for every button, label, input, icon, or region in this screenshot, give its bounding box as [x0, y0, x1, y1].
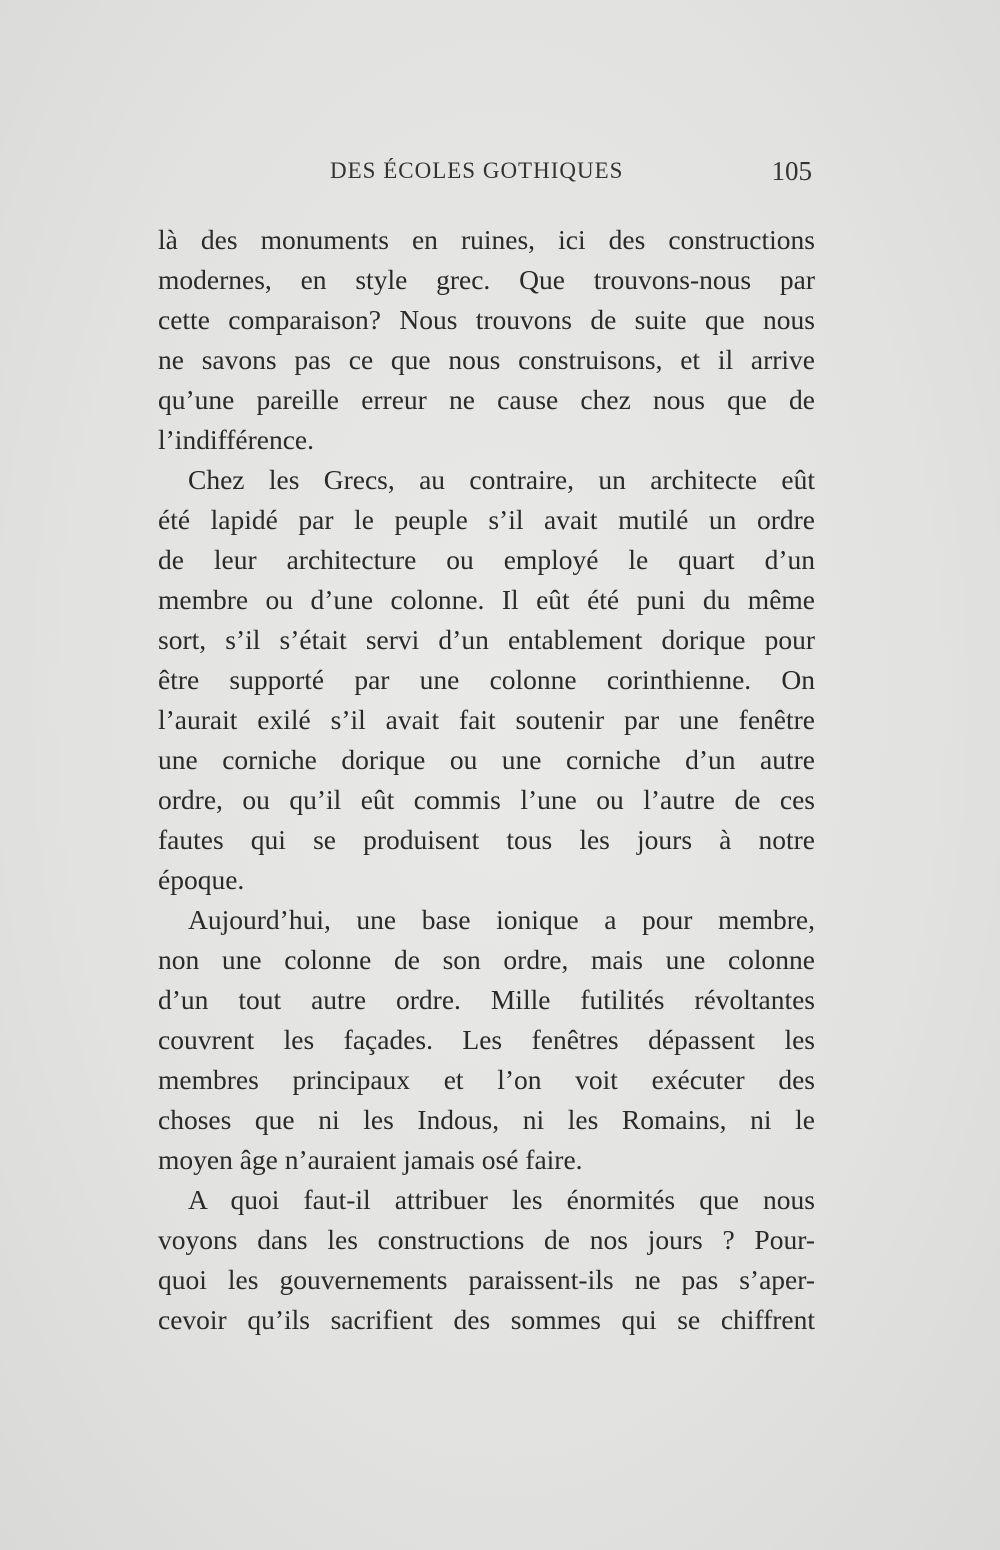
- text-line-content: l’indifférence.: [158, 424, 315, 455]
- text-line: [158, 580, 815, 620]
- page-number: 105: [771, 156, 812, 186]
- text-line-content: de leur architecture ou employé le quart d’un: [158, 544, 815, 575]
- text-line-content: ne savons pas ce que nous construisons, et il arrive: [158, 344, 815, 375]
- text-line: [158, 300, 815, 340]
- text-line-content: choses que ni les Indous, ni les Romains, ni le: [158, 1104, 815, 1135]
- text-line: [158, 660, 815, 700]
- text-line-content: cette comparaison? Nous trouvons de suite que nous: [158, 304, 815, 335]
- text-line: [158, 820, 815, 860]
- text-line-content: modernes, en style grec. Que trouvons-nous par: [158, 264, 815, 295]
- text-line: [158, 620, 815, 660]
- running-title: DES ÉCOLES GOTHIQUES: [330, 158, 624, 183]
- text-line: [158, 1100, 815, 1140]
- text-line-content: là des monuments en ruines, ici des constructions: [158, 224, 815, 255]
- text-line-content: Chez les Grecs, au contraire, un architecte eût: [188, 464, 815, 495]
- text-line: [158, 500, 815, 540]
- text-line: [158, 380, 815, 420]
- text-line-content: fautes qui se produisent tous les jours à notre: [158, 824, 815, 855]
- body-text: [158, 220, 815, 1340]
- text-line: [158, 260, 815, 300]
- text-line-content: été lapidé par le peuple s’il avait mutilé un ordre: [158, 504, 815, 535]
- text-line-content: Aujourd’hui, une base ionique a pour membre,: [188, 904, 815, 935]
- text-line: [158, 940, 815, 980]
- text-line-content: membres principaux et l’on voit exécuter des: [158, 1064, 815, 1095]
- text-line: [158, 860, 815, 900]
- text-line: [158, 1140, 815, 1180]
- text-line-content: moyen âge n’auraient jamais osé faire.: [158, 1144, 583, 1175]
- text-line: [158, 220, 815, 260]
- text-line: [158, 1260, 815, 1300]
- text-line-content: sort, s’il s’était servi d’un entablement dorique pour: [158, 624, 815, 655]
- text-line-content: membre ou d’une colonne. Il eût été puni du même: [158, 584, 815, 615]
- running-header: [158, 158, 818, 198]
- text-line: [158, 780, 815, 820]
- text-line-content: l’aurait exilé s’il avait fait soutenir par une fenêtre: [158, 704, 815, 735]
- text-line: [158, 1220, 815, 1260]
- text-line: [158, 1020, 815, 1060]
- text-line-content: voyons dans les constructions de nos jours ? Pour-: [158, 1224, 815, 1255]
- text-line: [158, 900, 815, 940]
- text-line: [158, 460, 815, 500]
- text-line: [158, 700, 815, 740]
- text-line: [158, 540, 815, 580]
- text-line-content: non une colonne de son ordre, mais une colonne: [158, 944, 815, 975]
- text-line: [158, 420, 815, 460]
- text-line-content: ordre, ou qu’il eût commis l’une ou l’autre de ces: [158, 784, 815, 815]
- text-line-content: qu’une pareille erreur ne cause chez nous que de: [158, 384, 815, 415]
- text-line-content: A quoi faut-il attribuer les énormités que nous: [188, 1184, 815, 1215]
- text-line: [158, 340, 815, 380]
- text-line-content: quoi les gouvernements paraissent-ils ne pas s’aper-: [158, 1264, 815, 1295]
- text-line-content: époque.: [158, 864, 245, 895]
- text-line: [158, 980, 815, 1020]
- text-line-content: d’un tout autre ordre. Mille futilités révoltantes: [158, 984, 815, 1015]
- text-line-content: être supporté par une colonne corinthienne. On: [158, 664, 815, 695]
- text-line-content: couvrent les façades. Les fenêtres dépassent les: [158, 1024, 815, 1055]
- text-line-content: cevoir qu’ils sacrifient des sommes qui se chiffrent: [158, 1304, 815, 1335]
- text-line: [158, 740, 815, 780]
- text-line: [158, 1180, 815, 1220]
- text-line: [158, 1300, 815, 1340]
- text-line-content: une corniche dorique ou une corniche d’un autre: [158, 744, 815, 775]
- text-line: [158, 1060, 815, 1100]
